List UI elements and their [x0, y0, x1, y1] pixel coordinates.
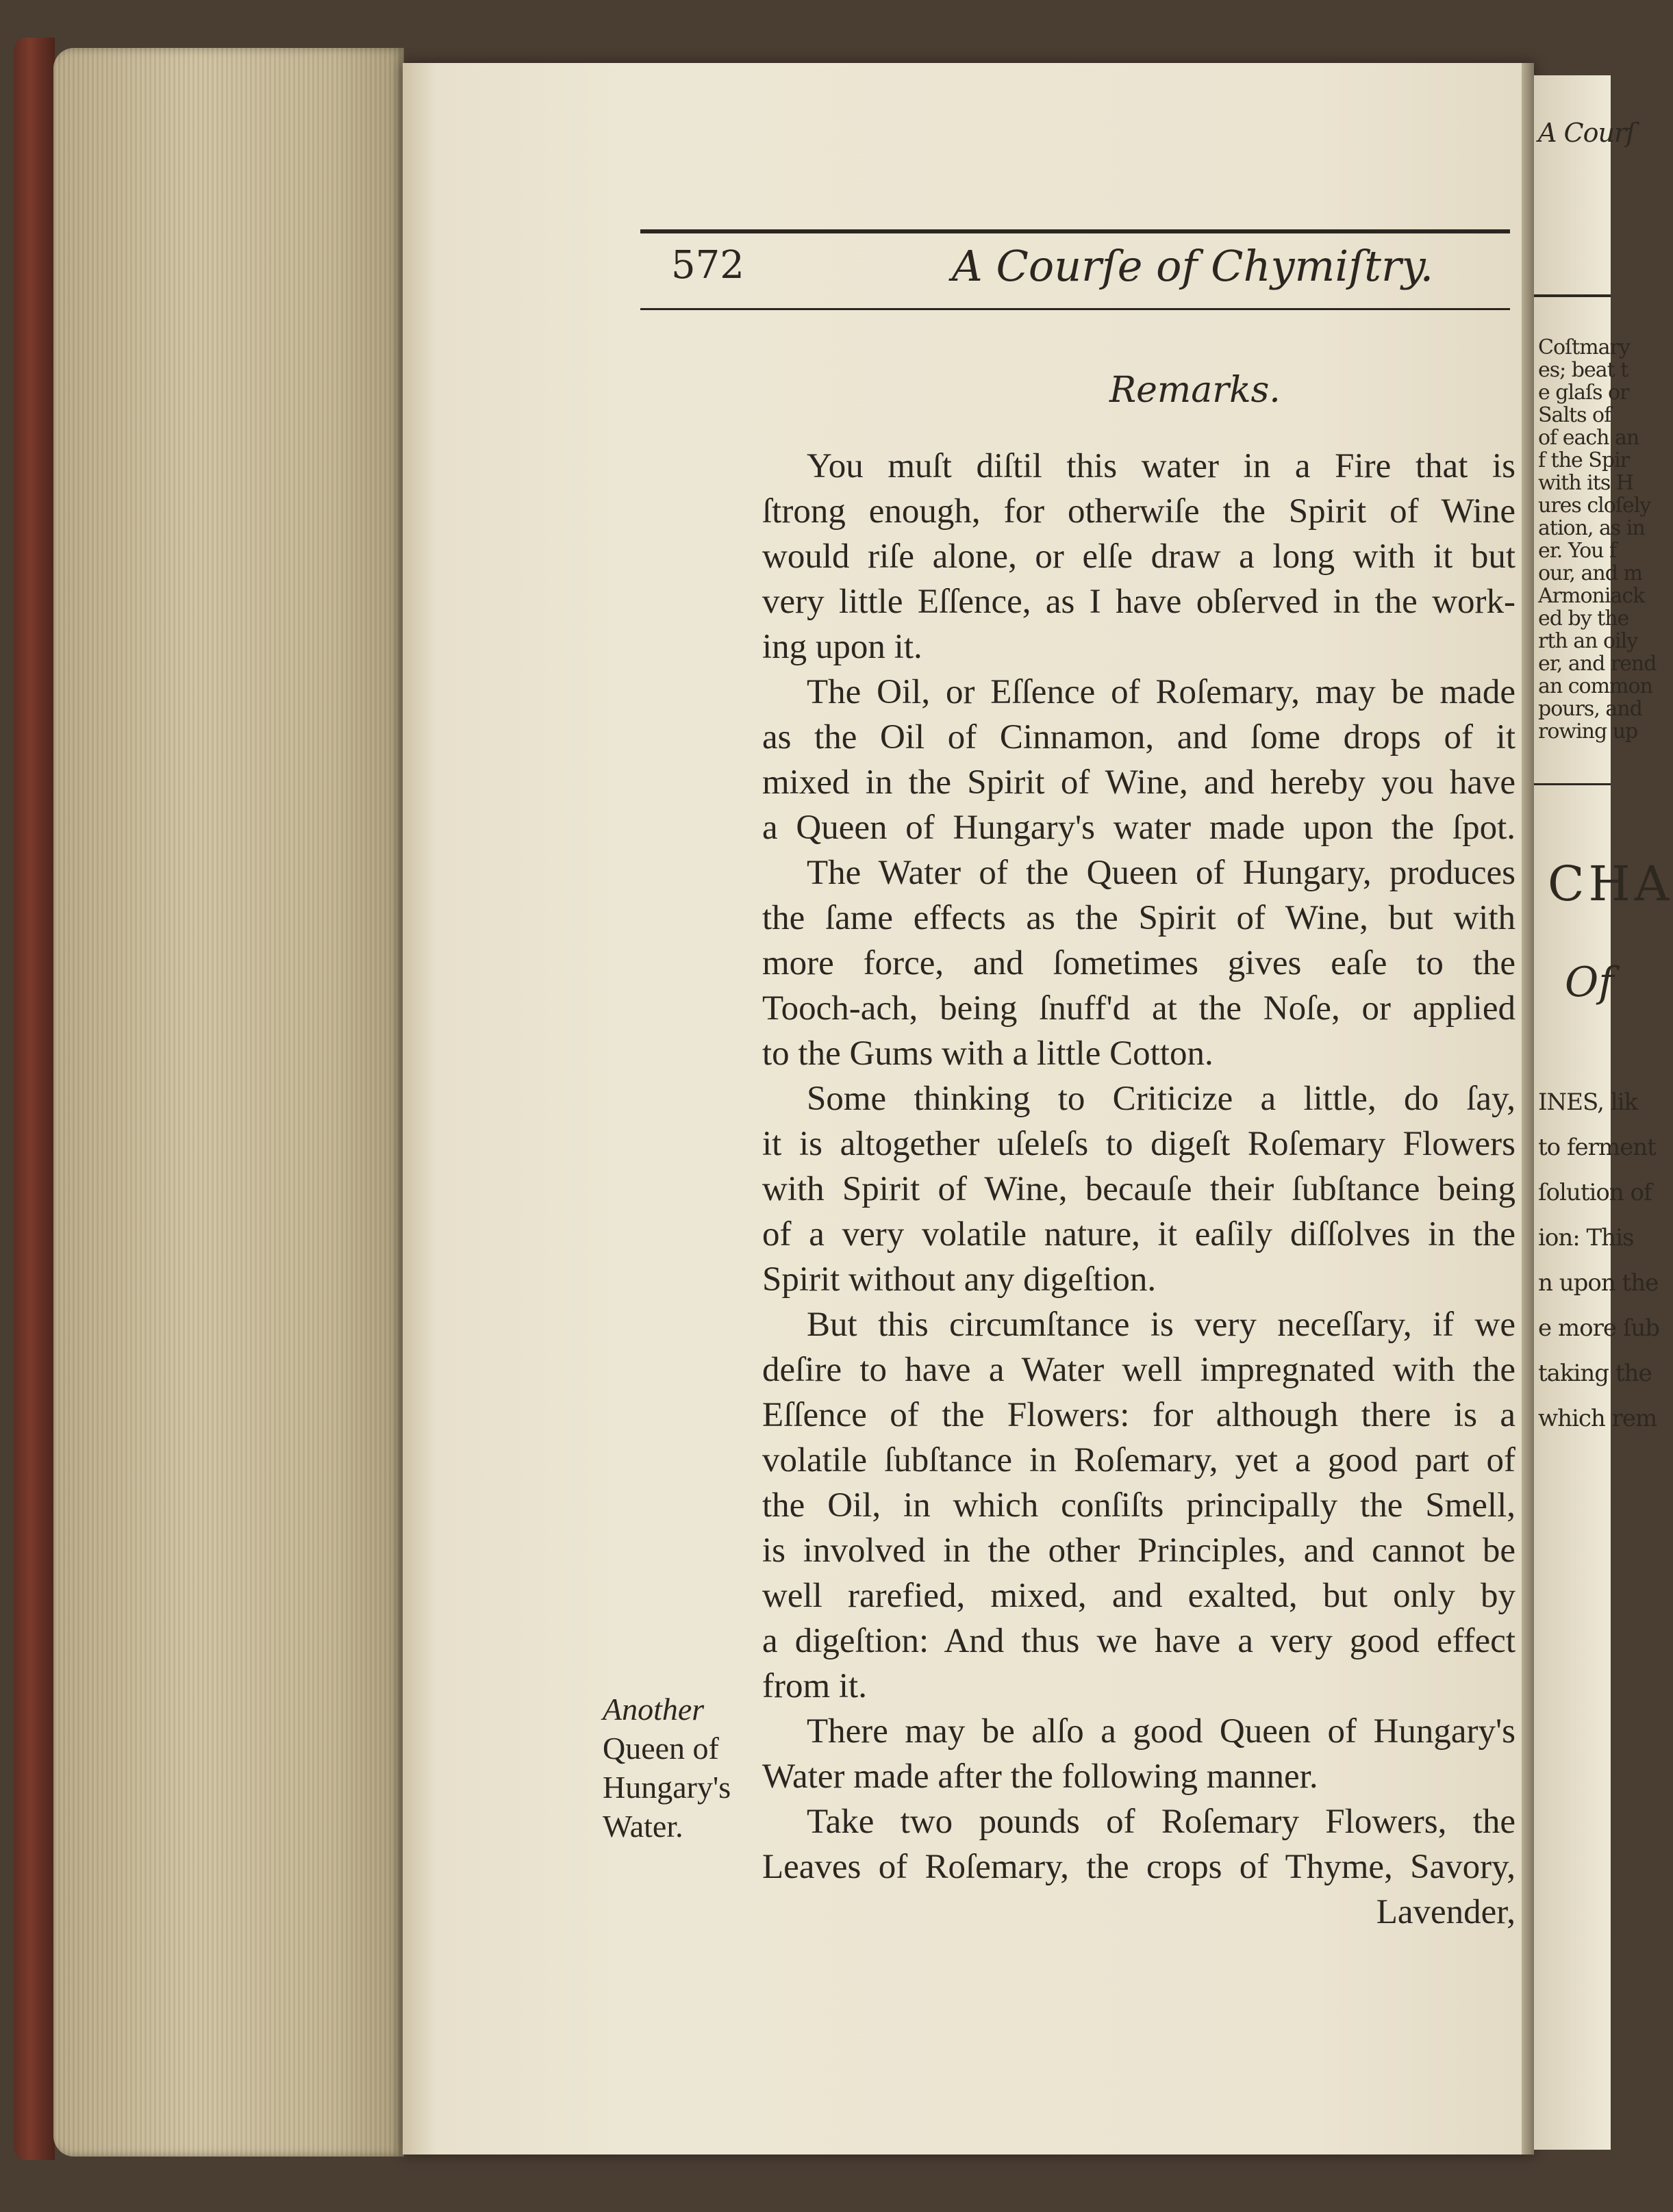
text-line: mixed in the Spirit of Wine, and hereby you have — [762, 763, 1515, 802]
header-rule-top — [640, 229, 1510, 233]
facing-line-fragment: which rem — [1538, 1405, 1657, 1432]
text-line: as the Oil of Cinnamon, and ſome drops of it — [762, 718, 1515, 757]
page-block-edge — [53, 48, 404, 2157]
margin-note-line: Another — [603, 1692, 705, 1727]
text-line: But this circumſtance is very neceſſary, if we — [807, 1306, 1515, 1344]
facing-line-fragment: rth an oily — [1538, 629, 1638, 653]
facing-line-fragment: er, and rend — [1538, 652, 1657, 676]
text-line: Leaves of Roſemary, the crops of Thyme, Savory, — [762, 1848, 1515, 1886]
text-line: well rarefied, mixed, and exalted, but only by — [762, 1577, 1515, 1615]
text-line: to the Gums with a little Cotton. — [762, 1034, 1213, 1073]
margin-note-line: Hungary's — [603, 1770, 731, 1805]
text-line: it is altogether uſeleſs to digeſt Roſemary Flowers — [762, 1125, 1515, 1163]
facing-line-fragment: f the Spir — [1538, 448, 1629, 472]
text-line: more force, and ſometimes gives eaſe to the — [762, 944, 1515, 982]
facing-line-fragment: Coſtmary — [1538, 335, 1630, 359]
facing-line-fragment: ed by the — [1538, 607, 1629, 631]
facing-section-rule — [1534, 783, 1611, 785]
facing-line-fragment: INES, lik — [1538, 1089, 1638, 1116]
text-line: Water made after the following manner. — [762, 1757, 1318, 1796]
facing-line-fragment: er. You f — [1538, 539, 1617, 563]
facing-page-fragment — [1534, 75, 1673, 2150]
text-line: Some thinking to Criticize a little, do ſay, — [807, 1080, 1515, 1118]
facing-line-fragment: e more ſub — [1538, 1314, 1660, 1342]
margin-note-line: Queen of — [603, 1731, 719, 1766]
body-text — [762, 444, 1515, 1935]
facing-header-rule — [1534, 294, 1611, 297]
text-line: the ſame effects as the Spirit of Wine, but with — [762, 899, 1515, 937]
facing-line-fragment: of each an — [1538, 426, 1639, 450]
facing-chapter-subheading: Of — [1565, 958, 1614, 1006]
margin-note — [603, 1690, 753, 1846]
text-line: a Queen of Hungary's water made upon the ſpot. — [762, 809, 1515, 847]
page-number: 572 — [671, 243, 744, 288]
text-line: deſire to have a Water well impregnated with the — [762, 1351, 1515, 1389]
facing-line-fragment: ation, as in — [1538, 516, 1645, 540]
facing-running-title: A Courſ — [1538, 118, 1635, 148]
facing-line-fragment: Salts of — [1538, 403, 1611, 427]
text-line: would riſe alone, or elſe draw a long with it but — [762, 537, 1515, 576]
book-binding — [14, 38, 55, 2160]
text-line: very little Eſſence, as I have obſerved in the work- — [762, 583, 1515, 621]
text-line: There may be alſo a good Queen of Hungary's — [807, 1712, 1515, 1751]
text-line: the Oil, in which conſiſts principally the Smell, — [762, 1486, 1515, 1525]
facing-line-fragment: pours, and — [1538, 697, 1642, 721]
text-line: ing upon it. — [762, 628, 922, 666]
page-gutter — [1522, 63, 1534, 2154]
text-line: with Spirit of Wine, becauſe their ſubſtance being — [762, 1170, 1515, 1208]
text-line: volatile ſubſtance in Roſemary, yet a good part of — [762, 1441, 1515, 1479]
facing-line-fragment: ion: This — [1538, 1224, 1634, 1251]
text-line: Tooch-ach, being ſnuff'd at the Noſe, or applied — [762, 989, 1515, 1028]
header-rule-bottom — [640, 308, 1510, 310]
facing-line-fragment: Armoniack — [1538, 584, 1645, 608]
running-title: A Courſe of Chymiſtry. — [952, 241, 1434, 291]
facing-line-fragment: e glaſs or — [1538, 381, 1629, 405]
text-line: Eſſence of the Flowers: for although there is a — [762, 1396, 1515, 1434]
text-line: Take two pounds of Roſemary Flowers, the — [807, 1803, 1515, 1841]
section-heading: Remarks. — [1109, 370, 1281, 411]
text-line: You muſt diſtil this water in a Fire that is — [807, 447, 1515, 485]
facing-line-fragment: ſolution of — [1538, 1179, 1652, 1206]
facing-line-fragment: ures cloſely — [1538, 494, 1651, 518]
facing-line-fragment: to ferment — [1538, 1134, 1656, 1161]
facing-chapter-heading: CHA — [1548, 856, 1673, 912]
text-line: ſtrong enough, for otherwiſe the Spirit of Wine — [762, 492, 1515, 531]
text-line: from it. — [762, 1667, 867, 1705]
text-line: Spirit without any digeſtion. — [762, 1260, 1157, 1299]
margin-note-line: Water. — [603, 1809, 683, 1844]
text-line: of a very volatile nature, it eaſily diſſolves in the — [762, 1215, 1515, 1254]
facing-line-fragment: with its H — [1538, 471, 1633, 495]
facing-line-fragment: n upon the — [1538, 1269, 1659, 1297]
facing-line-fragment: es; beat t — [1538, 358, 1628, 382]
text-line: a digeſtion: And thus we have a very good effect — [762, 1622, 1515, 1660]
facing-line-fragment: rowing up — [1538, 720, 1638, 743]
text-line: is involved in the other Principles, and cannot be — [762, 1531, 1515, 1570]
text-line: The Water of the Queen of Hungary, produces — [807, 854, 1515, 892]
facing-line-fragment: our, and m — [1538, 561, 1642, 585]
text-line: The Oil, or Eſſence of Roſemary, may be made — [807, 673, 1515, 711]
facing-line-fragment: taking the — [1538, 1360, 1652, 1387]
text-line: Lavender, — [1376, 1893, 1515, 1931]
facing-line-fragment: an common — [1538, 674, 1652, 698]
